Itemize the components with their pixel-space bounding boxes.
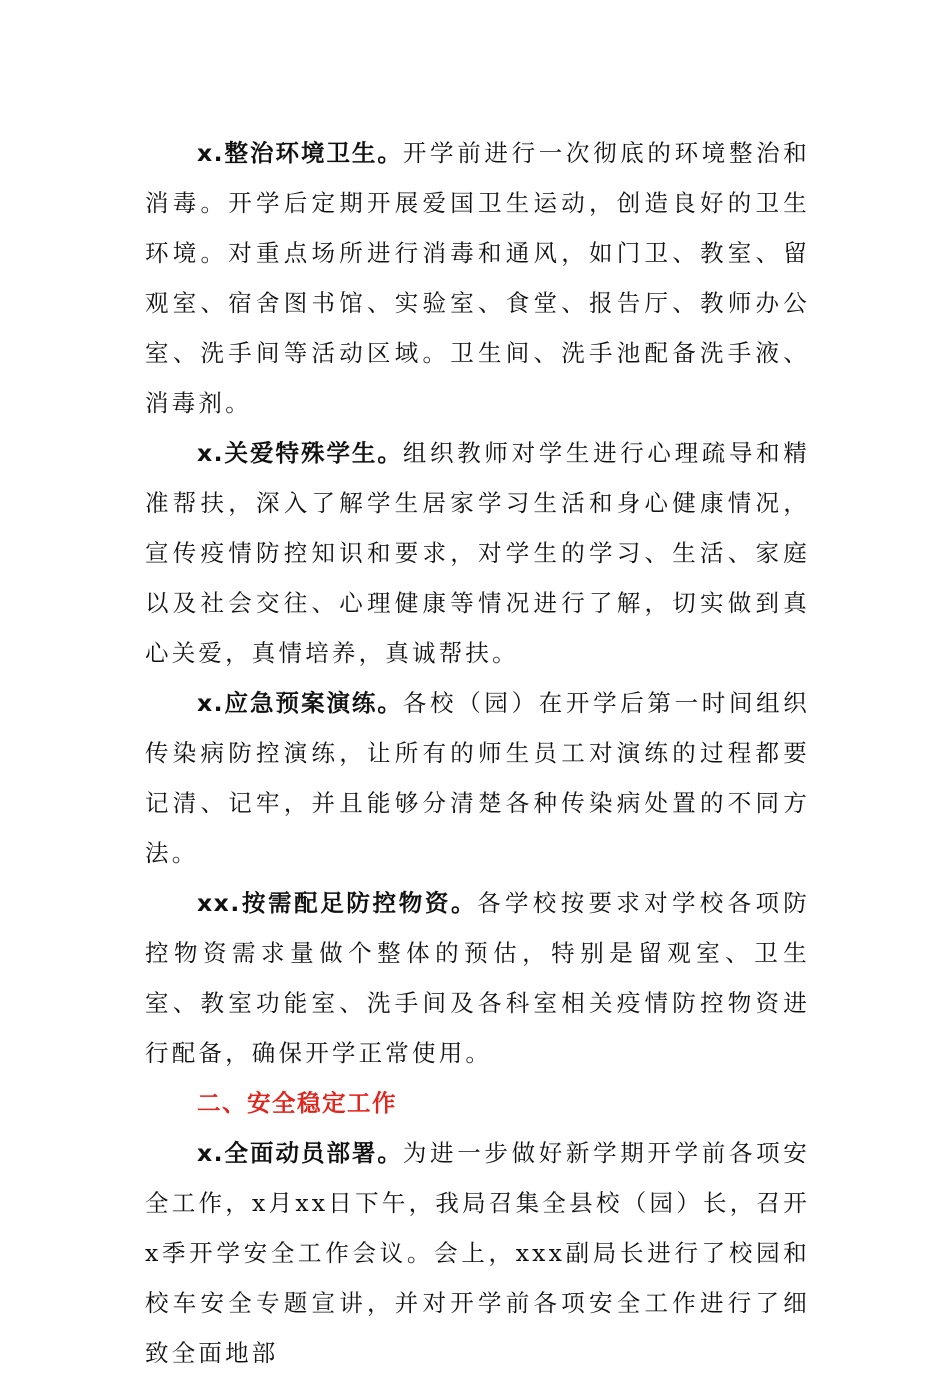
paragraph-lead: x.应急预案演练。 [197, 689, 403, 717]
paragraph-care-special-students [145, 428, 810, 678]
paragraph-lead: x.全面动员部署。 [197, 1139, 403, 1167]
section-heading: 二、安全稳定工作 [197, 1089, 397, 1117]
paragraph-body: 开学前进行一次彻底的环境整治和消毒。开学后定期开展爱国卫生运动，创造良好的卫生环境。对重点场所进行消毒和通风，如门卫、教室、留观室、宿舍图书馆、实验室、食堂、报告厅、教师办公室、洗手间等活动区域。卫生间、洗手池配备洗手液、消毒剂。 [145, 139, 810, 417]
paragraph-body: 各校（园）在开学后第一时间组织传染病防控演练，让所有的师生员工对演练的过程都要记清、记牢，并且能够分清楚各种传染病处置的不同方法。 [145, 689, 810, 867]
paragraph-mobilization [145, 1128, 810, 1378]
paragraph-emergency-drill [145, 678, 810, 878]
document-page [145, 128, 810, 1378]
paragraph-lead: xx.按需配足防控物资。 [197, 889, 478, 917]
paragraph-prevention-supplies [145, 878, 810, 1078]
paragraph-lead: x.关爱特殊学生。 [197, 439, 403, 467]
paragraph-body: 各学校按要求对学校各项防控物资需求量做个整体的预估，特别是留观室、卫生室、教室功能室、洗手间及各科室相关疫情防控物资进行配备，确保开学正常使用。 [145, 889, 810, 1067]
paragraph-lead: x.整治环境卫生。 [197, 139, 403, 167]
paragraph-body: 为进一步做好新学期开学前各项安全工作，x月xx日下午，我局召集全县校（园）长，召开x季开学安全工作会议。会上，xxx副局长进行了校园和校车安全专题宣讲，并对开学前各项安全工作进行了细致全面地部 [145, 1139, 810, 1367]
paragraph-body: 组织教师对学生进行心理疏导和精准帮扶，深入了解学生居家学习生活和身心健康情况，宣传疫情防控知识和要求，对学生的学习、生活、家庭以及社会交往、心理健康等情况进行了解，切实做到真心关爱，真情培养，真诚帮扶。 [145, 439, 810, 667]
paragraph-environment-hygiene [145, 128, 810, 428]
